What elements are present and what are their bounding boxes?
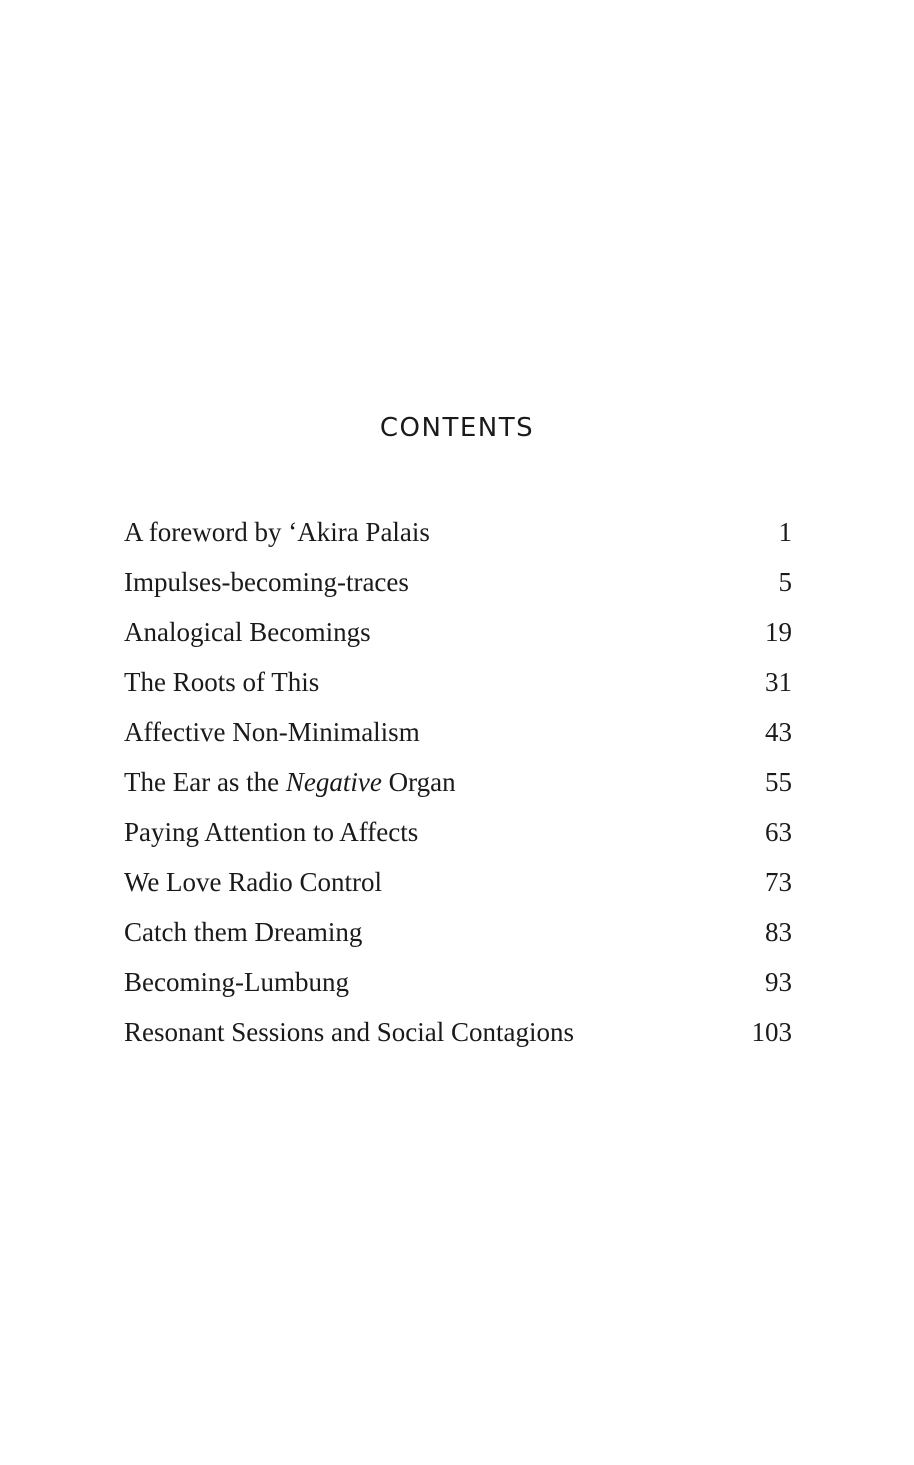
toc-entry-title: Impulses-becoming-traces — [124, 567, 409, 597]
toc-entry-title: Resonant Sessions and Social Contagions — [124, 1017, 574, 1047]
toc-entry-page: 5 — [778, 567, 792, 597]
toc-entry[interactable] — [124, 612, 792, 662]
toc-entry-page: 55 — [765, 767, 792, 797]
toc-entry[interactable] — [124, 762, 792, 812]
toc-entry[interactable] — [124, 1012, 792, 1062]
toc-entry-title: Analogical Becomings — [124, 617, 371, 647]
toc-entry[interactable] — [124, 512, 792, 562]
toc-entry[interactable] — [124, 712, 792, 762]
toc-entry-page: 31 — [765, 667, 792, 697]
contents-heading: CONTENTS — [379, 413, 535, 443]
toc-entry-title — [124, 762, 456, 802]
toc-title-italic: Negative — [285, 767, 382, 797]
toc-entry-page: 63 — [765, 817, 792, 847]
toc-entry[interactable] — [124, 662, 792, 712]
toc-entry-page: 93 — [765, 967, 792, 997]
toc-entry[interactable] — [124, 562, 792, 612]
toc-entry-page: 83 — [765, 917, 792, 947]
toc-entry-title: We Love Radio Control — [124, 867, 383, 897]
toc-entry-page: 43 — [765, 717, 792, 747]
toc-entry-title: A foreword by ʻAkira Palais — [124, 517, 430, 547]
toc-entry-page: 103 — [751, 1017, 792, 1047]
toc-entry[interactable] — [124, 862, 792, 912]
toc-entry-page: 1 — [778, 517, 792, 547]
toc-title-part: The Ear as the — [124, 767, 286, 797]
toc-entry[interactable] — [124, 912, 792, 962]
toc-entry-page: 19 — [765, 617, 792, 647]
toc-entry-title: Paying Attention to Affects — [124, 817, 419, 847]
toc-entry-title: Becoming-Lumbung — [124, 967, 349, 997]
toc-title-part: Organ — [381, 767, 456, 797]
toc-entry-page: 73 — [765, 867, 792, 897]
toc-entry[interactable] — [124, 812, 792, 862]
toc-entry-title: The Roots of This — [124, 667, 320, 697]
table-of-contents — [124, 512, 792, 1062]
toc-entry-title: Catch them Dreaming — [124, 917, 363, 947]
toc-entry[interactable] — [124, 962, 792, 1012]
toc-entry-title: Affective Non-Minimalism — [124, 717, 420, 747]
